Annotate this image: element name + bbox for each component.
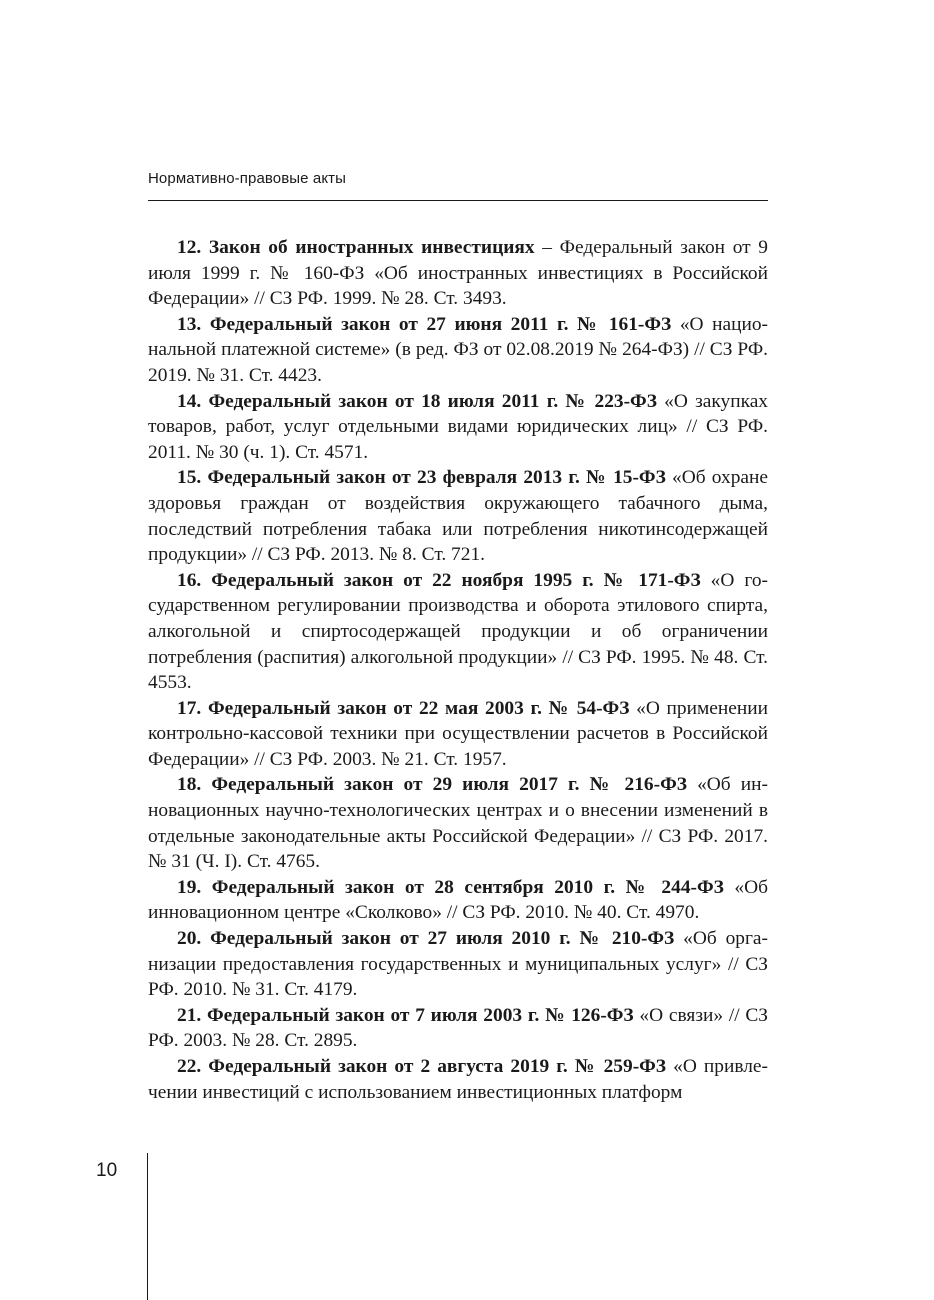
law-entry-title: 16. Федеральный закон от 22 ноября 1995 г. № 171-ФЗ [177,569,701,591]
law-entry [148,926,768,1003]
law-entry-text: «О связи» // СЗ РФ. 2003. № 28. Ст. 2895. [148,1004,768,1052]
law-entry-text: «Об инновационных научно-технологических центрах и о внесении изменений в отдельные законодательные акты Российской Федерации» // СЗ РФ. 2017. № 31 (Ч. I). Ст. 4765. [148,774,768,873]
law-entry [148,1003,768,1054]
law-entry-title: 14. Федеральный закон от 18 июля 2011 г. № 223-ФЗ [177,390,657,412]
law-entry-text: «О привлечении инвестиций с использованием инвестиционных платформ [148,1056,768,1103]
law-entry [148,465,768,567]
law-entry-title: 12. Закон об иностранных инвестициях [177,237,535,258]
law-entry-title: 15. Федеральный закон от 23 февраля 2013 г. № 15-ФЗ [177,467,666,489]
law-entry [148,568,768,696]
law-entry [148,312,768,389]
law-entry [148,875,768,926]
law-entry-text: «О национальной платежной системе» (в ред. ФЗ от 02.08.2019 № 264-ФЗ) // СЗ РФ. 2019. № 31. Ст. 4423. [148,313,768,386]
header-rule [148,200,768,201]
law-entry-title: 17. Федеральный закон от 22 мая 2003 г. № 54-ФЗ [177,697,630,719]
body-text [148,235,768,1105]
law-entry-title: 22. Федеральный закон от 2 августа 2019 г. № 259-ФЗ [177,1056,667,1077]
law-entry-title: 13. Федеральный закон от 27 июня 2011 г. № 161-ФЗ [177,313,672,335]
law-entry [148,1054,768,1105]
law-entry-title: 21. Федеральный закон от 7 июля 2003 г. № 126-ФЗ [177,1004,634,1026]
law-entry-text: «Об организации предоставления государственных и муниципальных услуг» // СЗ РФ. 2010. № 31. Ст. 4179. [148,928,768,1001]
law-entry-text: «Об инновационном центре «Сколково» // СЗ РФ. 2010. № 40. Ст. 4970. [148,876,768,924]
law-entry [148,696,768,773]
law-entry-title: 19. Федеральный закон от 28 сентября 2010 г. № 244-ФЗ [177,876,724,898]
law-entry-text: «О закупках товаров, работ, услуг отдельными видами юридических лиц» // СЗ РФ. 2011. № 30 (ч. 1). Ст. 4571. [148,390,769,463]
page-number-rule [147,1153,148,1300]
running-header: Нормативно-правовые акты [148,170,347,187]
law-entry-text: «Об охране здоровья граждан от воздействия окружающего табачного дыма, последствий потребления табака или потребления никотинсодержащей продукции» // СЗ РФ. 2013. № 8. Ст. 721. [148,467,768,566]
law-entry [148,235,768,312]
page-number: 10 [96,1160,118,1181]
law-entry-title: 20. Федеральный закон от 27 июля 2010 г. № 210-ФЗ [177,928,675,950]
law-entry-text: – Федеральный закон от 9 июля 1999 г. № 160-ФЗ «Об иностранных инвестициях в Российской Федерации» // СЗ РФ. 1999. № 28. Ст. 3493. [148,237,769,310]
law-entry [148,389,768,466]
law-entry [148,772,768,874]
law-entry-title: 18. Федеральный закон от 29 июля 2017 г. № 216-ФЗ [177,774,687,796]
law-entry-text: «О применении контрольно-кассовой техники при осуществлении расчетов в Российской Федерации» // СЗ РФ. 2003. № 21. Ст. 1957. [148,697,768,770]
law-entry-text: «О государственном регулировании производства и оборота этилового спирта, алкогольной и спиртосодержащей продукции и об ограничении потребления (распития) алкогольной продукции» // СЗ РФ. 1995. № 48. Ст. 4553. [148,569,768,694]
